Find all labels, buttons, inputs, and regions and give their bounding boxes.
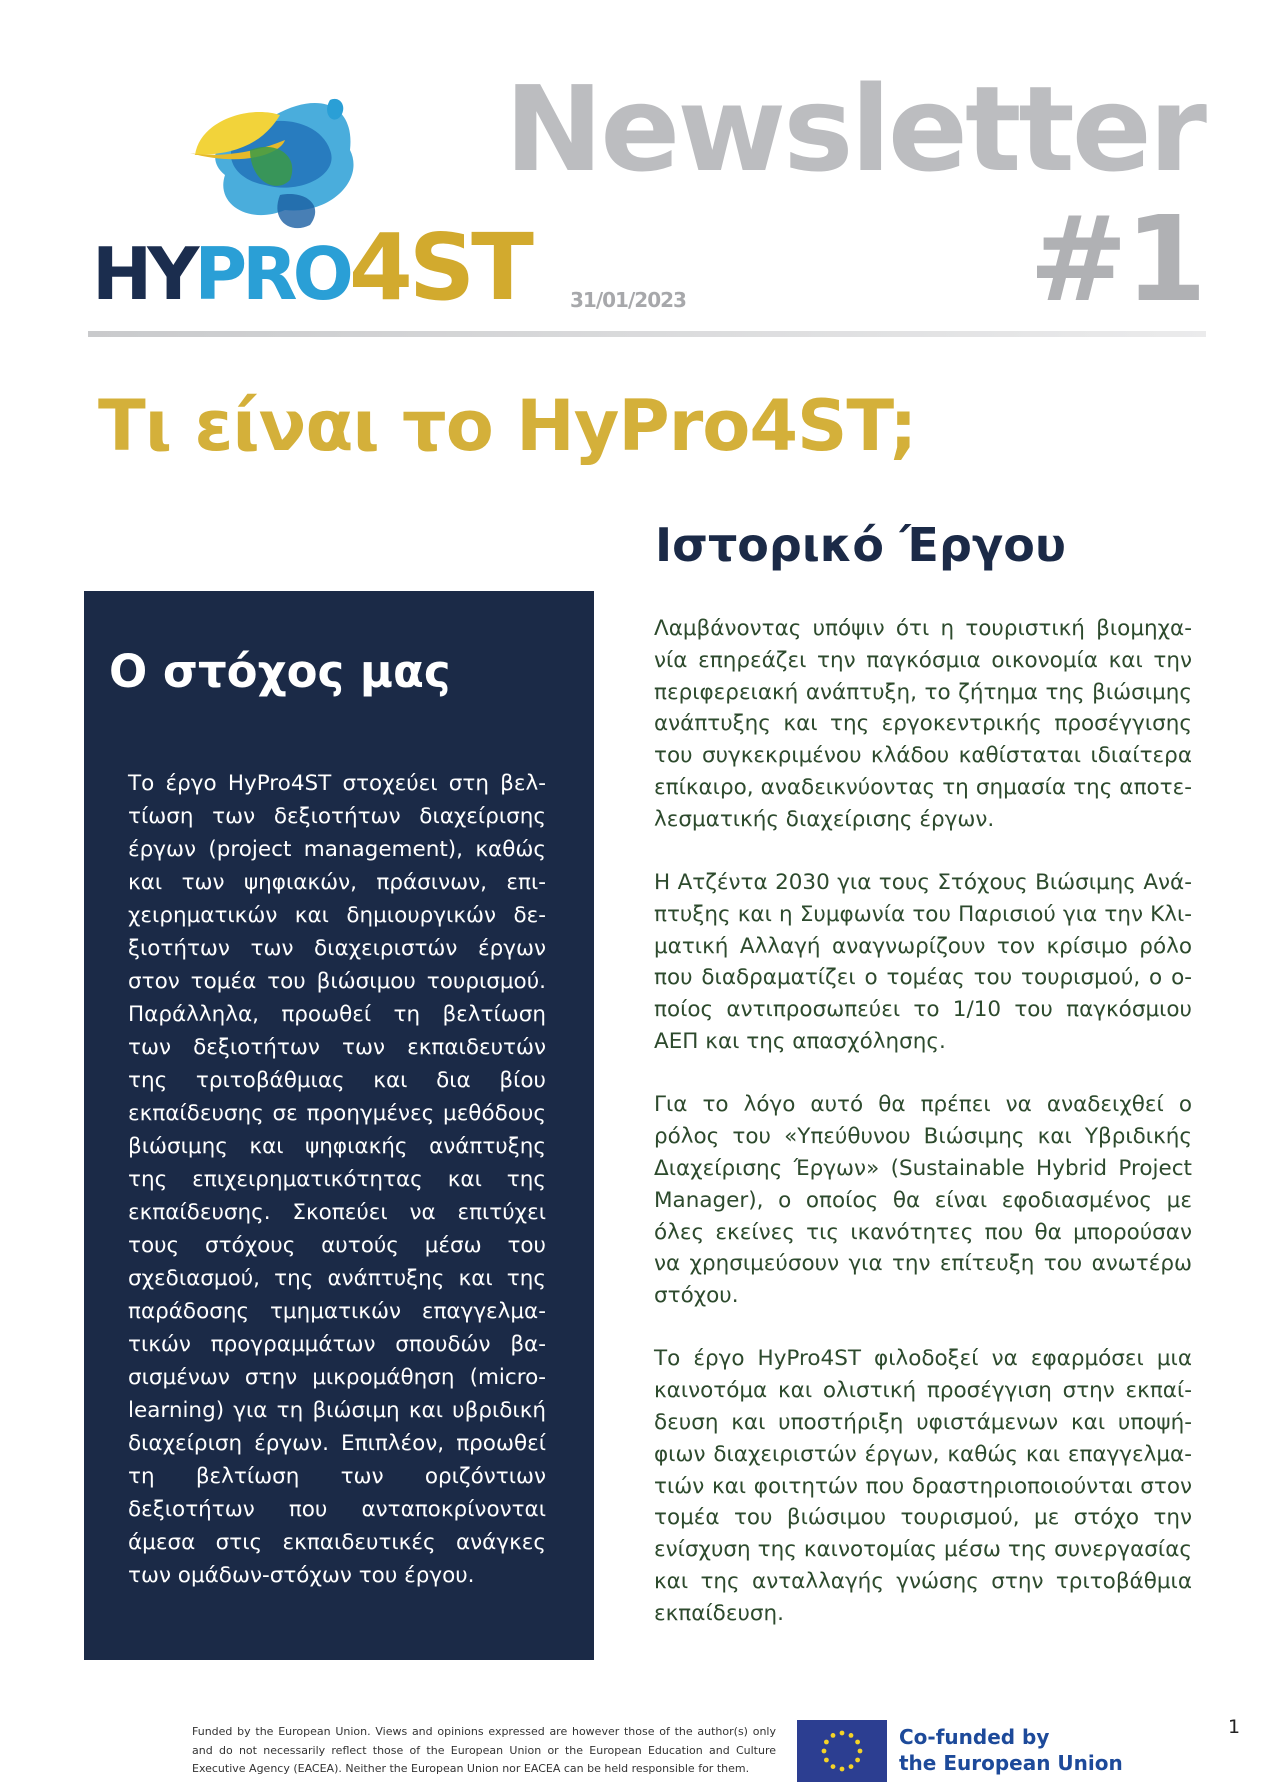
eu-label-line-1: Co-funded by (899, 1725, 1050, 1749)
eu-flag-icon (797, 1720, 887, 1782)
history-paragraph-4: Το έργο HyPro4ST φιλοδοξεί να εφαρμόσει μια καινοτόμα και ολιστική προσέγγιση στην εκπαίδευση και υποστήριξη υφιστάμενων και υποψήφιων διαχειριστών έργων, καθώς και επαγγελματιών και φοιτητών που δραστηριοποιούνται στον τομέα του βιώσιμου τουρισμού, με στόχο την ενίσχυση της καινοτομίας μέσω της συνεργασίας και της ανταλλαγής γνώσης στην τριτοβάθμια εκπαίδευση. (654, 1346, 1192, 1626)
page-number: 1 (1228, 1716, 1241, 1738)
hypro4st-logo-text (92, 214, 530, 321)
newsletter-title: Newsletter (504, 60, 1204, 198)
eu-label-line-2: the European Union (899, 1751, 1123, 1775)
goal-body: Το έργο HyPro4ST στοχεύει στη βελτίωση των δεξιοτήτων διαχείρισης έργων (project management), καθώς και των ψηφιακών, πράσινων, επιχειρηματικών και δημιουργικών δεξιοτήτων των διαχειριστών έργων στον τομέα του βιώσιμου τουρισμού. Παράλληλα, προωθεί τη βελτίωση των δεξιοτήτων των εκπαιδευτών της τριτοβάθμιας και δια βίου εκπαίδευσης σε προηγμένες μεθόδους βιώσιμης και ψηφιακής ανάπτυξης της επιχειρηματικότητας και της εκπαίδευσης. Σκοπεύει να επιτύχει τους στόχους αυτούς μέσω του σχεδιασμού, της ανάπτυξης και της παράδοσης τμηματικών επαγγελματικών προγραμμάτων σπουδών βασισμένων στην μικρομάθηση (microlearning) για τη βιώσιμη και υβριδική διαχείριση έργων. Επιπλέον, προωθεί τη βελτίωση των οριζόντιων δεξιοτήτων που ανταποκρίνονται άμεσα στις εκπαιδευτικές ανάγκες των ομάδων-στόχων του έργου. (128, 771, 546, 1588)
funding-disclaimer: Funded by the European Union. Views and opinions expressed are however those of the author(s) only and do not necessarily reflect those of the European Union or the European Education and Culture Executive Agency (EACEA). Neither the European Union nor EACEA can be held responsible for them. (192, 1725, 776, 1775)
newsletter-date: 31/01/2023 (570, 288, 686, 312)
history-heading: Ιστορικό Έργου (655, 518, 1066, 572)
history-paragraph-3: Για το λόγο αυτό θα πρέπει να αναδειχθεί ο ρόλος του «Υπεύθυνου Βιώσιμης και Υβριδικής Διαχείρισης Έργων» (Sustainable Hybrid Project Manager), ο οποίος θα είναι εφοδιασμένος με όλες εκείνες τις ικανότητες που θα μπορούσαν να χρησιμεύσουν για την επίτευξη του ανωτέρω στόχου. (654, 1092, 1192, 1309)
logo-4st: 4ST (348, 214, 530, 321)
logo-pro: PRO (194, 232, 349, 316)
goal-section (84, 591, 594, 1660)
history-paragraph-1: Λαμβάνοντας υπόψιν ότι η τουριστική βιομηχανία επηρεάζει την παγκόσμια οικονομία και την περιφερειακή ανάπτυξη, το ζήτημα της βιώσιμης ανάπτυξης και της εργοκεντρικής προσέγγισης του συγκεκριμένου κλάδου καθίσταται ιδιαίτερα επίκαιρο, αναδεικνύοντας τη σημασία της αποτελεσματικής διαχείρισης έργων. (654, 616, 1192, 832)
header-divider (88, 331, 1206, 337)
history-section (654, 613, 1192, 1661)
newsletter-issue-number: #1 (1029, 190, 1204, 328)
history-paragraph-2: Η Ατζέντα 2030 για τους Στόχους Βιώσιμης Ανάπτυξης και η Συμφωνία του Παρισιού για την Κλιματική Αλλαγή αναγνωρίζουν τον κρίσιμο ρόλο που διαδραματίζει ο τομέας του τουρισμού, ο οποίος αντιπροσωπεύει το 1/10 του παγκόσμιου ΑΕΠ και της απασχόλησης. (654, 870, 1192, 1055)
goal-heading: Ο στόχος μας (109, 645, 451, 698)
eu-cofunded-label (899, 1724, 1123, 1776)
logo-hy: HY (92, 232, 195, 316)
page-title: Τι είναι το HyPro4ST; (98, 385, 917, 467)
